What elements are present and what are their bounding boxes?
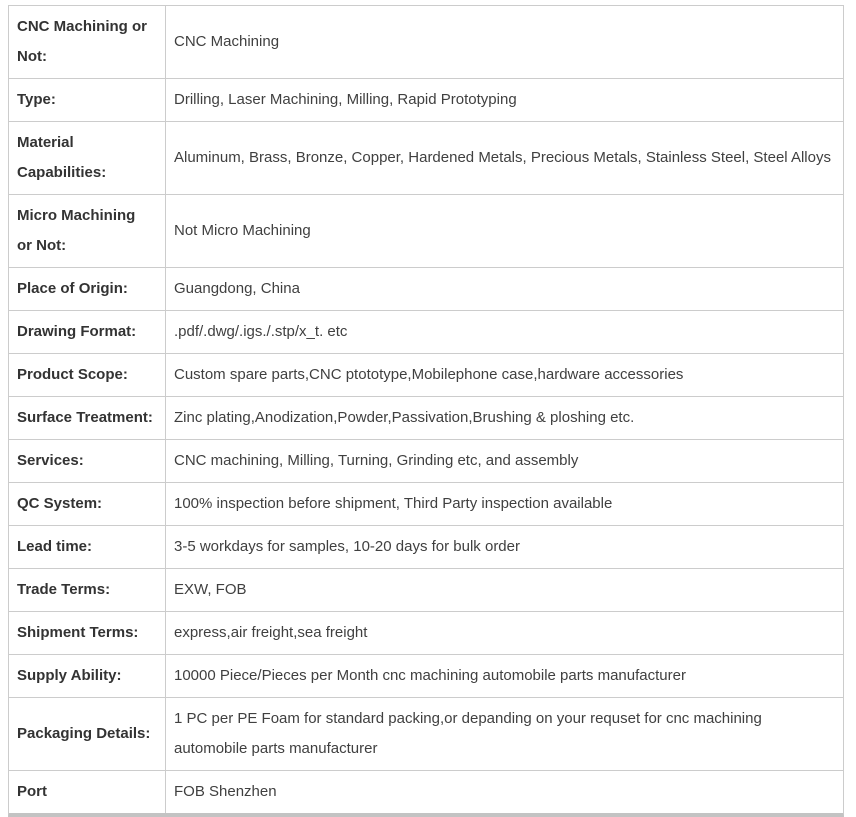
- spec-value: FOB Shenzhen: [174, 783, 277, 800]
- table-row: [9, 397, 843, 440]
- spec-value: Guangdong, China: [174, 280, 300, 297]
- spec-value: Not Micro Machining: [174, 222, 311, 239]
- spec-value: 100% inspection before shipment, Third Party inspection available: [174, 495, 613, 512]
- spec-label: Place of Origin:: [9, 268, 166, 310]
- table-row: [9, 483, 843, 526]
- spec-label: Material Capabilities:: [9, 122, 166, 194]
- table-row: [9, 569, 843, 612]
- spec-value: CNC machining, Milling, Turning, Grinding etc, and assembly: [174, 452, 579, 469]
- spec-label: Trade Terms:: [9, 569, 166, 611]
- table-row: [9, 195, 843, 268]
- table-row: [9, 440, 843, 483]
- table-row: [9, 268, 843, 311]
- spec-label: Product Scope:: [9, 354, 166, 396]
- product-specification-table: [8, 5, 844, 817]
- table-row: [9, 354, 843, 397]
- table-row: [9, 6, 843, 79]
- table-row: [9, 311, 843, 354]
- spec-label: Packaging Details:: [9, 698, 166, 770]
- spec-label: Type:: [9, 79, 166, 121]
- table-row: [9, 122, 843, 195]
- spec-label: Surface Treatment:: [9, 397, 166, 439]
- spec-value: Zinc plating,Anodization,Powder,Passivation,Brushing & ploshing etc.: [174, 409, 635, 426]
- spec-label: Micro Machining or Not:: [9, 195, 166, 267]
- spec-value: 3-5 workdays for samples, 10-20 days for bulk order: [174, 538, 520, 555]
- spec-value: 1 PC per PE Foam for standard packing,or depanding on your requset for cnc machining automobile parts manufacturer: [174, 710, 762, 757]
- spec-label: Port: [9, 771, 166, 813]
- table-row: [9, 698, 843, 771]
- spec-value: EXW, FOB: [174, 581, 247, 598]
- spec-label: Lead time:: [9, 526, 166, 568]
- table-row: [9, 771, 843, 813]
- spec-label: QC System:: [9, 483, 166, 525]
- spec-value: 10000 Piece/Pieces per Month cnc machining automobile parts manufacturer: [174, 667, 686, 684]
- spec-value: Drilling, Laser Machining, Milling, Rapid Prototyping: [174, 91, 517, 108]
- table-row: [9, 655, 843, 698]
- spec-label: Supply Ability:: [9, 655, 166, 697]
- spec-value: Aluminum, Brass, Bronze, Copper, Hardened Metals, Precious Metals, Stainless Steel, Steel Alloys: [174, 149, 831, 166]
- spec-label: Shipment Terms:: [9, 612, 166, 654]
- spec-label: Drawing Format:: [9, 311, 166, 353]
- spec-label: Services:: [9, 440, 166, 482]
- spec-value: CNC Machining: [174, 33, 280, 50]
- spec-value: express,air freight,sea freight: [174, 624, 368, 641]
- spec-value: .pdf/.dwg/.igs./.stp/x_t. etc: [174, 323, 348, 340]
- table-row: [9, 526, 843, 569]
- table-row: [9, 79, 843, 122]
- spec-label: CNC Machining or Not:: [9, 6, 166, 78]
- table-row: [9, 612, 843, 655]
- spec-value: Custom spare parts,CNC ptototype,Mobilephone case,hardware accessories: [174, 366, 684, 383]
